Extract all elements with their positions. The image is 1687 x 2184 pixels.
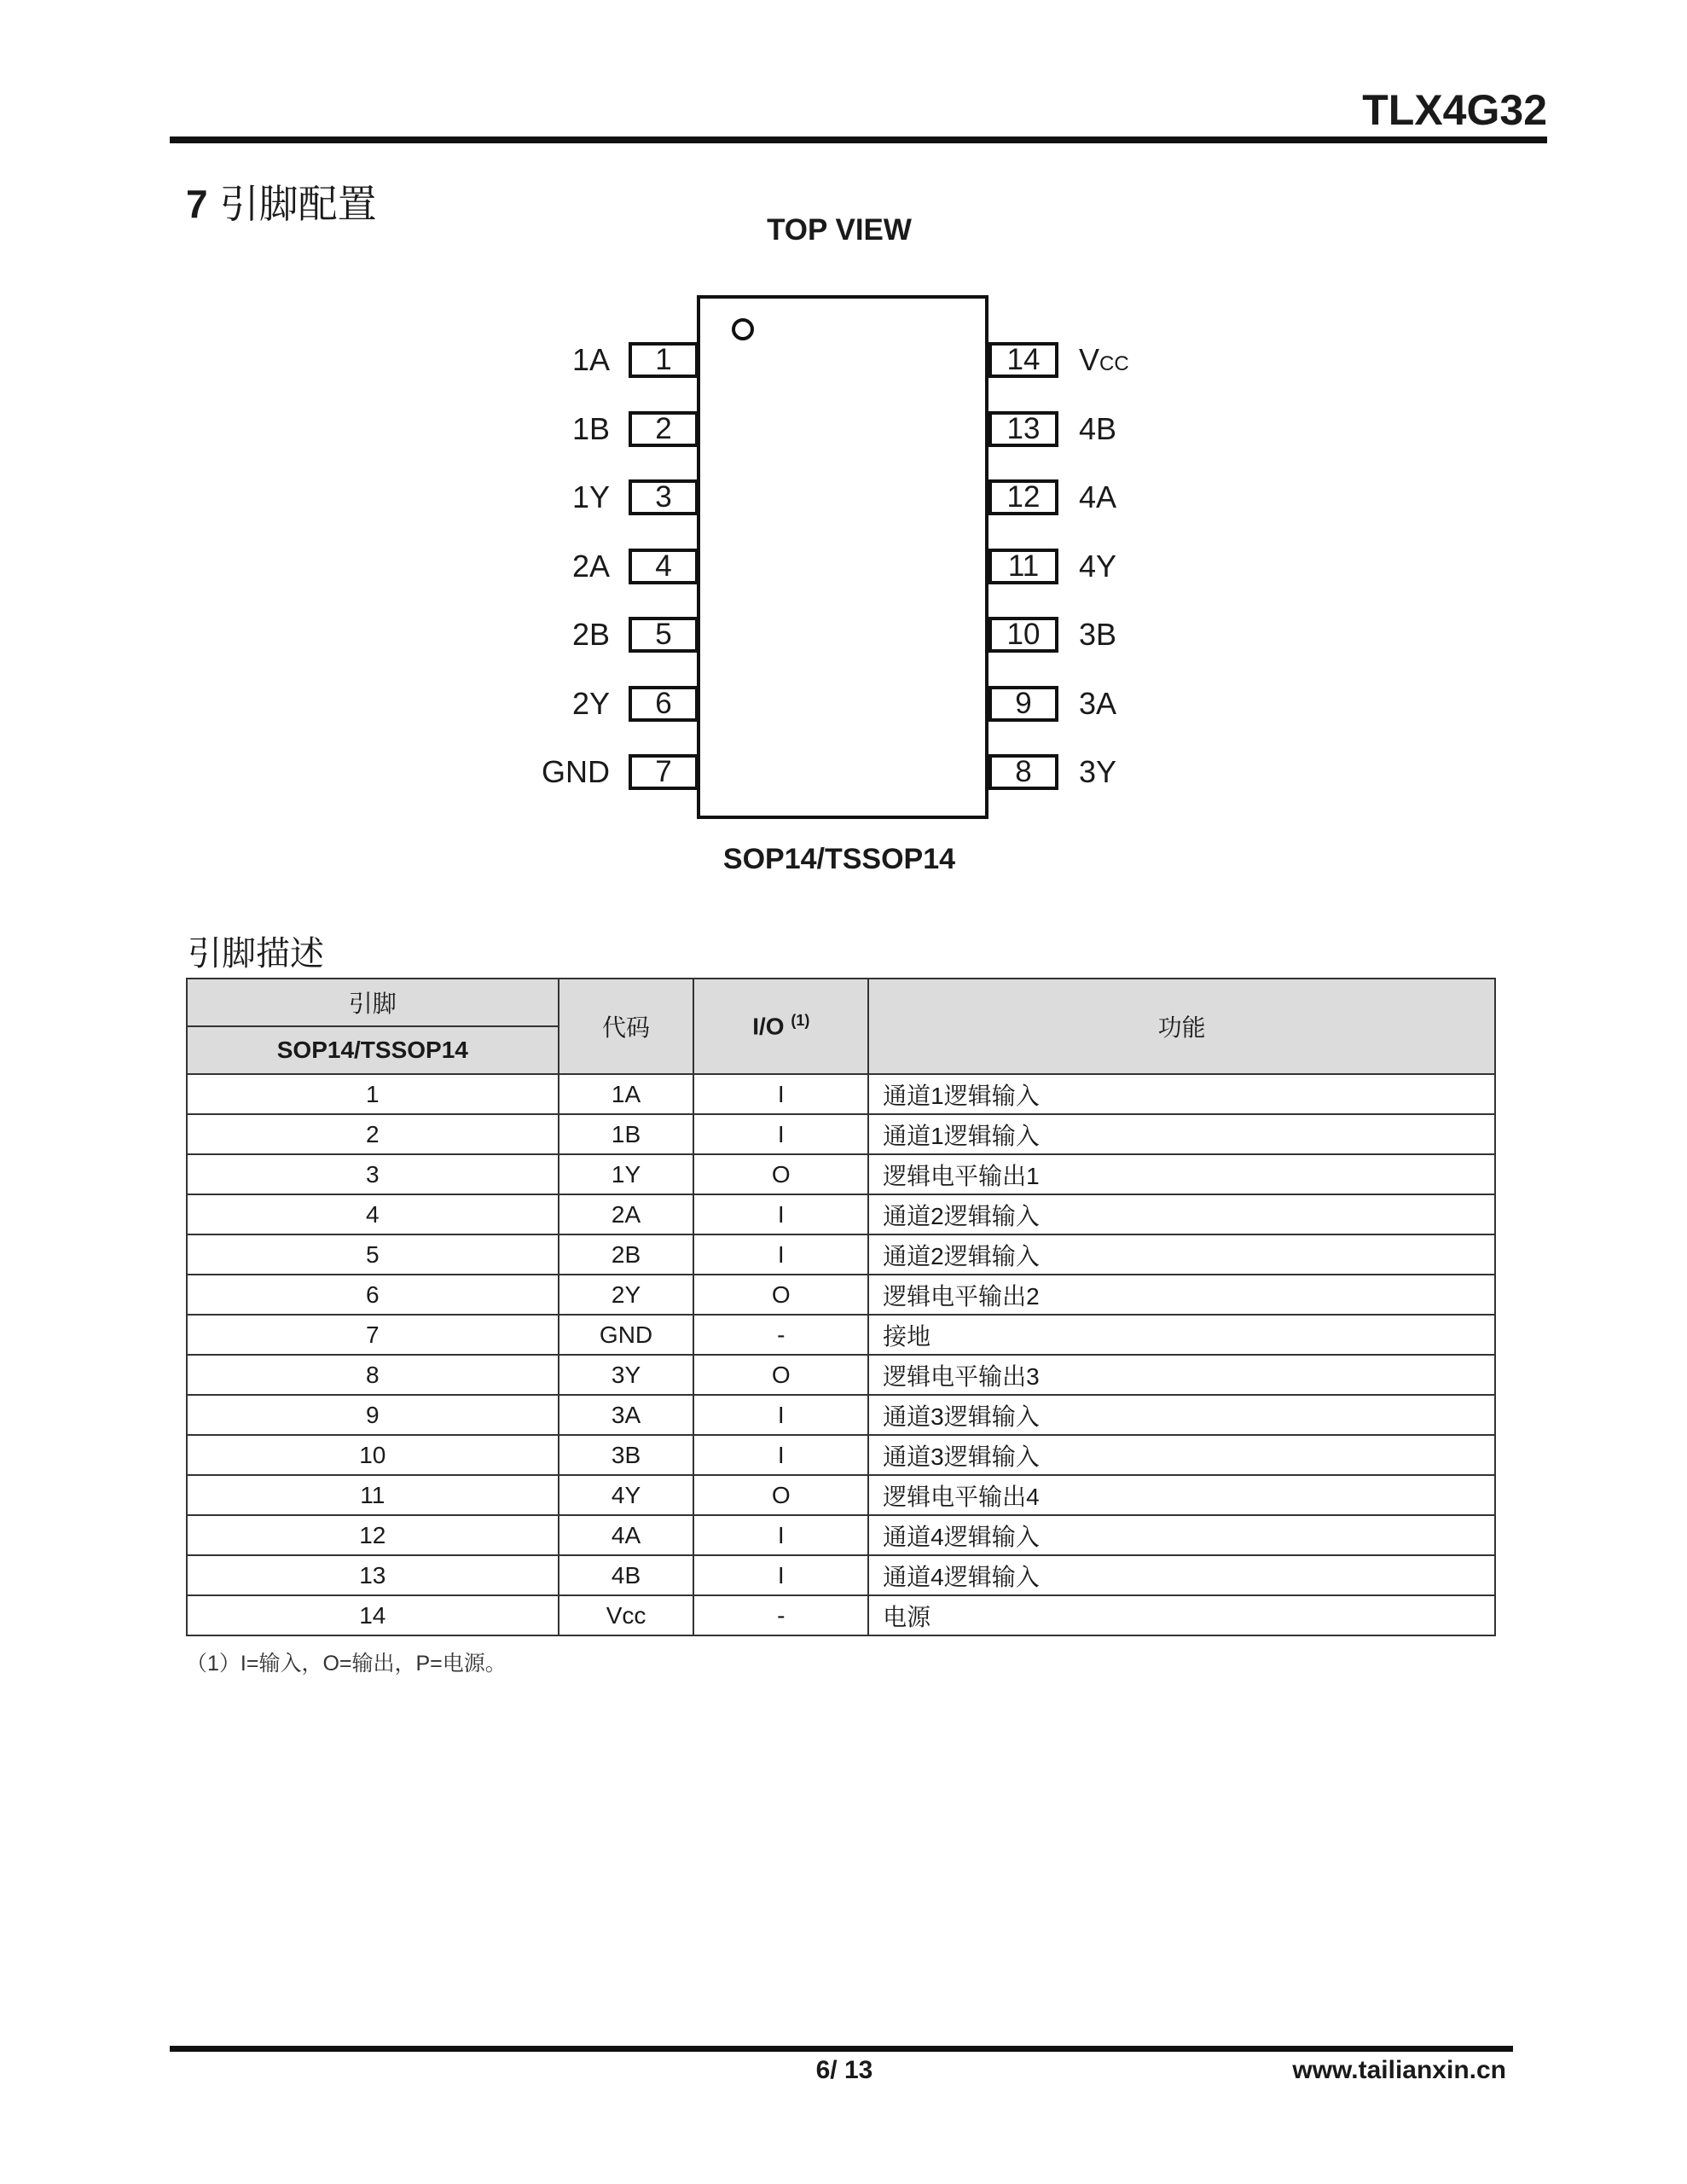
- cell-code: 1B: [559, 1114, 694, 1154]
- cell-pin: 1: [187, 1074, 559, 1114]
- cell-code: Vcc: [559, 1595, 694, 1635]
- cell-io: O: [693, 1475, 868, 1515]
- pin-label-10: 3B: [1079, 617, 1117, 652]
- cell-io: -: [693, 1595, 868, 1635]
- pin-label-11: 4Y: [1079, 549, 1117, 584]
- cell-function: 接地: [868, 1315, 1495, 1355]
- header-io: I/O $^{(1)}$: [693, 979, 868, 1074]
- pin-label-12: 4A: [1079, 479, 1117, 514]
- document-title: TLX4G32: [1362, 86, 1547, 134]
- cell-io: -: [693, 1315, 868, 1355]
- table-row: [187, 1555, 1495, 1595]
- cell-code: 2A: [559, 1194, 694, 1234]
- cell-io: I: [693, 1395, 868, 1435]
- section-title: [186, 173, 377, 229]
- table-row: [187, 1114, 1495, 1154]
- cell-function: 逻辑电平输出2: [868, 1275, 1495, 1315]
- table-row: [187, 1275, 1495, 1315]
- pin-number-3: 3: [629, 479, 699, 515]
- header-pin-package: SOP14/TSSOP14: [187, 1026, 559, 1074]
- pin-label-4: 2A: [571, 549, 610, 584]
- table-row: [187, 1475, 1495, 1515]
- pin-label-3: 1Y: [571, 479, 610, 514]
- cell-function: 通道3逻辑输入: [868, 1395, 1495, 1435]
- cell-io: O: [693, 1355, 868, 1395]
- pin-number-10: 10: [988, 617, 1058, 653]
- cell-io: O: [693, 1275, 868, 1315]
- cell-io: O: [693, 1154, 868, 1194]
- table-footnote: （1）I=输入，O=输出，P=电源。: [186, 1652, 507, 1676]
- cell-io: I: [693, 1114, 868, 1154]
- cell-pin: 11: [187, 1475, 559, 1515]
- pin-label-2: 1B: [571, 411, 610, 446]
- cell-io: I: [693, 1194, 868, 1234]
- cell-pin: 6: [187, 1275, 559, 1315]
- pin-number-13: 13: [988, 411, 1058, 447]
- table-row: [187, 1355, 1495, 1395]
- pin-number-8: 8: [988, 754, 1058, 790]
- cell-io: I: [693, 1074, 868, 1114]
- header-function: 功能: [868, 979, 1495, 1074]
- cell-io: I: [693, 1234, 868, 1275]
- website-link[interactable]: www.tailianxin.cn: [1292, 2056, 1506, 2084]
- cell-code: GND: [559, 1315, 694, 1355]
- page-number: 6/ 13: [815, 2056, 873, 2084]
- pin-label-8: 3Y: [1079, 754, 1117, 789]
- cell-code: 1Y: [559, 1154, 694, 1194]
- cell-function: 通道2逻辑输入: [868, 1234, 1495, 1275]
- section-number: 7: [186, 182, 208, 226]
- chip-body: [697, 295, 988, 819]
- header-code: 代码: [559, 979, 694, 1074]
- table-row: [187, 1595, 1495, 1635]
- cell-pin: 10: [187, 1435, 559, 1475]
- pin-description-table: [186, 978, 1496, 1636]
- cell-code: 2B: [559, 1234, 694, 1275]
- pin-label-6: 2Y: [571, 686, 610, 721]
- section-title-text: 引脚配置: [219, 182, 377, 226]
- cell-function: 电源: [868, 1595, 1495, 1635]
- cell-function: 通道3逻辑输入: [868, 1435, 1495, 1475]
- cell-function: 逻辑电平输出4: [868, 1475, 1495, 1515]
- table-row: [187, 1194, 1495, 1234]
- cell-function: 逻辑电平输出3: [868, 1355, 1495, 1395]
- cell-pin: 5: [187, 1234, 559, 1275]
- cell-io: I: [693, 1555, 868, 1595]
- pin-number-2: 2: [629, 411, 699, 447]
- pin-number-7: 7: [629, 754, 699, 790]
- pin-label-5: 2B: [571, 617, 610, 652]
- package-label: SOP14/TSSOP14: [722, 843, 956, 875]
- pin-label-14: VCC: [1079, 342, 1129, 377]
- table-row: [187, 1315, 1495, 1355]
- cell-pin: 14: [187, 1595, 559, 1635]
- cell-function: 通道4逻辑输入: [868, 1555, 1495, 1595]
- cell-code: 3B: [559, 1435, 694, 1475]
- cell-pin: 13: [187, 1555, 559, 1595]
- pin-number-9: 9: [988, 686, 1058, 722]
- pin-number-14: 14: [988, 342, 1058, 378]
- cell-pin: 12: [187, 1515, 559, 1555]
- table-row: [187, 1074, 1495, 1114]
- pin-number-4: 4: [629, 549, 699, 584]
- cell-code: 4B: [559, 1555, 694, 1595]
- table-row: [187, 1154, 1495, 1194]
- cell-pin: 9: [187, 1395, 559, 1435]
- cell-function: 通道1逻辑输入: [868, 1114, 1495, 1154]
- cell-pin: 2: [187, 1114, 559, 1154]
- cell-io: I: [693, 1435, 868, 1475]
- pin1-marker-icon: [732, 318, 754, 340]
- cell-function: 逻辑电平输出1: [868, 1154, 1495, 1194]
- header-rule: [170, 136, 1547, 143]
- table-row: [187, 1395, 1495, 1435]
- cell-code: 4Y: [559, 1475, 694, 1515]
- cell-pin: 4: [187, 1194, 559, 1234]
- cell-pin: 8: [187, 1355, 559, 1395]
- pin-label-1: 1A: [571, 342, 610, 377]
- table-row: [187, 1435, 1495, 1475]
- table-row: [187, 1515, 1495, 1555]
- cell-function: 通道4逻辑输入: [868, 1515, 1495, 1555]
- cell-pin: 7: [187, 1315, 559, 1355]
- cell-code: 3Y: [559, 1355, 694, 1395]
- cell-code: 2Y: [559, 1275, 694, 1315]
- top-view-label: TOP VIEW: [767, 213, 912, 247]
- pin-label-9: 3A: [1079, 686, 1117, 721]
- footer-rule: [170, 2046, 1513, 2052]
- cell-code: 3A: [559, 1395, 694, 1435]
- pin-number-1: 1: [629, 342, 699, 378]
- cell-function: 通道1逻辑输入: [868, 1074, 1495, 1114]
- pin-label-7: GND: [542, 754, 610, 789]
- cell-function: 通道2逻辑输入: [868, 1194, 1495, 1234]
- header-pin: 引脚: [187, 979, 559, 1026]
- pin-number-5: 5: [629, 617, 699, 653]
- cell-code: 4A: [559, 1515, 694, 1555]
- cell-io: I: [693, 1515, 868, 1555]
- table-row: [187, 1234, 1495, 1275]
- pin-number-6: 6: [629, 686, 699, 722]
- pin-number-11: 11: [988, 549, 1058, 584]
- pin-number-12: 12: [988, 479, 1058, 515]
- cell-code: 1A: [559, 1074, 694, 1114]
- header-io-note: (1): [791, 1012, 810, 1030]
- pin-label-13: 4B: [1079, 411, 1117, 446]
- cell-pin: 3: [187, 1154, 559, 1194]
- pin-description-title: 引脚描述: [188, 935, 324, 973]
